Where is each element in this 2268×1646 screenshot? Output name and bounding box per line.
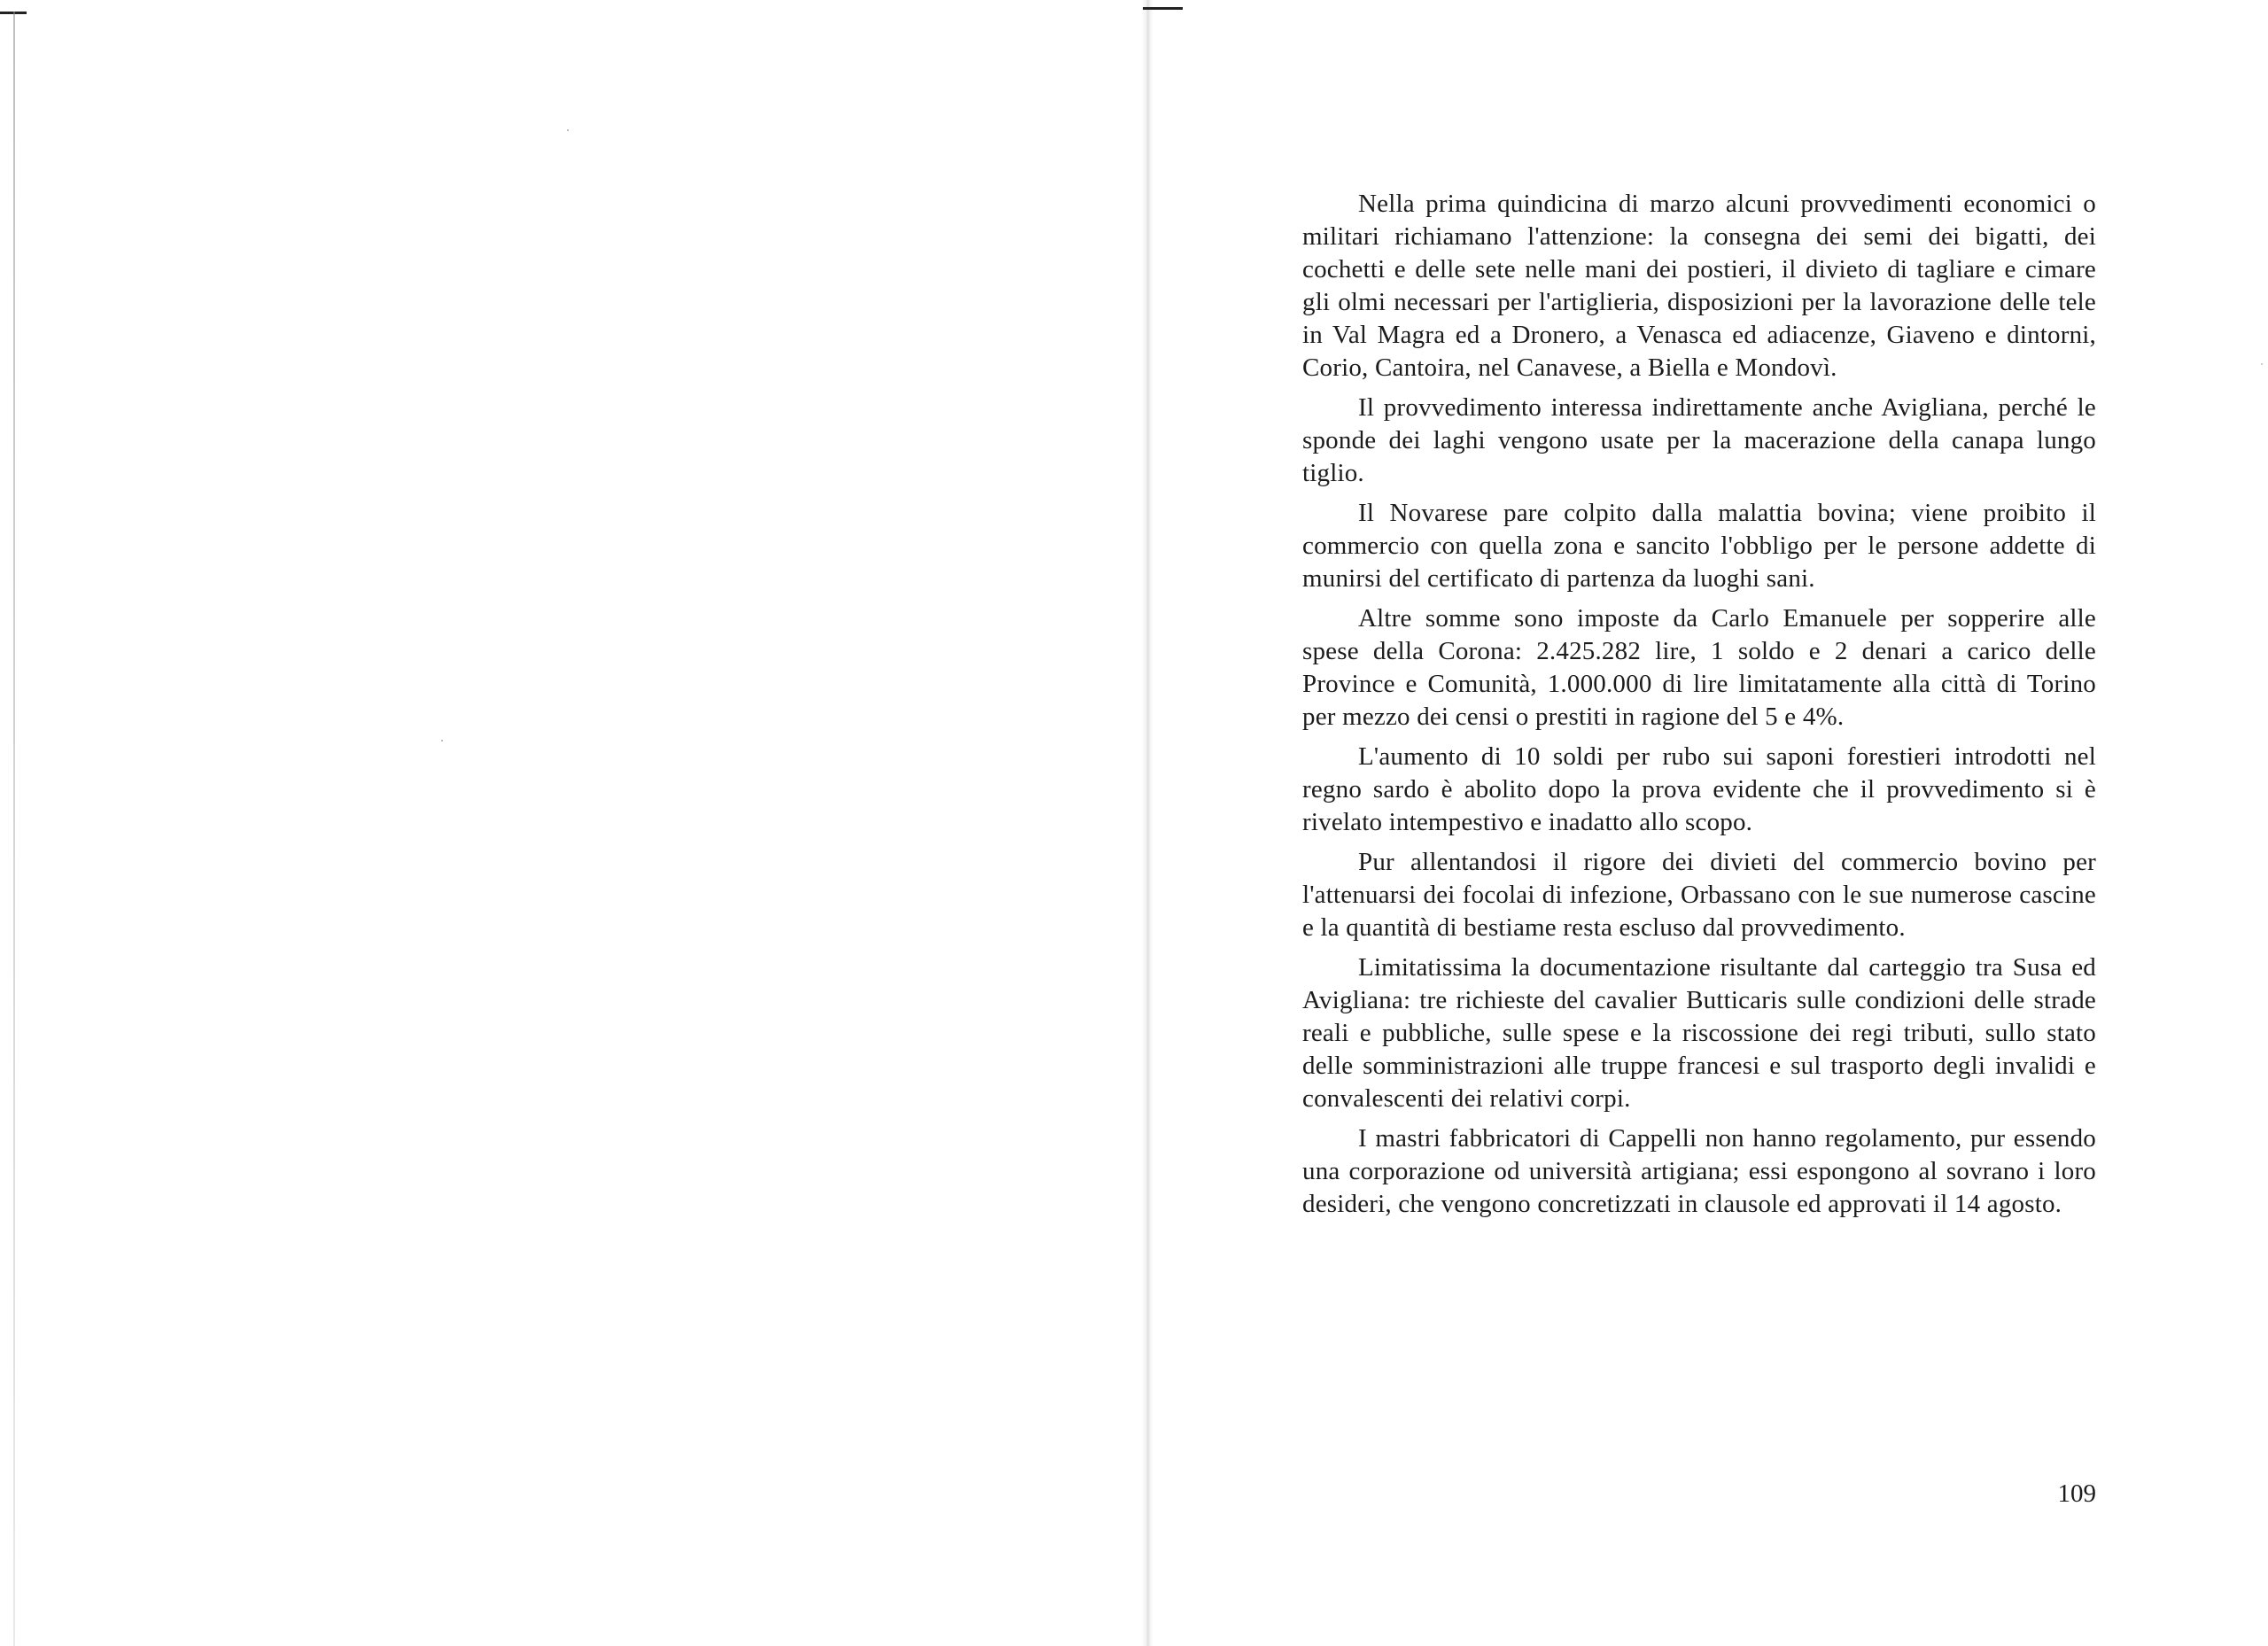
paragraph: Altre somme sono imposte da Carlo Emanuele per sopperire alle spese della Corona: 2.425.282 lire, 1 soldo e 2 denari a carico delle Province e Comunità, 1.000.000 di lire limitatamente alla città di Torino per mezzo dei censi o prestiti in ragione del 5 e 4%. bbox=[1302, 604, 2096, 731]
book-gutter bbox=[1141, 0, 1153, 1646]
paragraph: Il Novarese pare colpito dalla malattia bovina; viene proibito il commercio con quella zona e sancito l'obbligo per le persone addette di munirsi del certificato di partenza da luoghi sani. bbox=[1302, 499, 2096, 593]
paragraph: Il provvedimento interessa indirettamente anche Avigliana, perché le sponde dei laghi vengono usate per la macerazione della canapa lungo tiglio. bbox=[1302, 393, 2096, 487]
paper-speck bbox=[567, 129, 569, 131]
page-edge-left bbox=[13, 12, 15, 1646]
page-number: 109 bbox=[2057, 1479, 2096, 1508]
paper-speck bbox=[2261, 363, 2263, 365]
body-text bbox=[1302, 188, 2096, 1221]
paper-speck bbox=[441, 740, 443, 741]
paragraph: Nella prima quindicina di marzo alcuni provvedimenti economici o militari richiamano l'attenzione: la consegna dei semi dei bigatti, dei cochetti e delle sete nelle mani dei postieri, il divieto di tagliare e cimare gli olmi necessari per l'artiglieria, disposizioni per la lavorazione delle tele in Val Magra ed a Dronero, a Venasca ed adiacenze, Giaveno e dintorni, Corio, Cantoira, nel Canavese, a Biella e Mondovì. bbox=[1302, 190, 2096, 382]
paragraph: L'aumento di 10 soldi per rubo sui saponi forestieri introdotti nel regno sardo è abolito dopo la prova evidente che il provvedimento si è rivelato intempestivo e inadatto allo scopo. bbox=[1302, 742, 2096, 836]
paragraph: Pur allentandosi il rigore dei divieti del commercio bovino per l'attenuarsi dei focolai di infezione, Orbassano con le sue numerose cascine e la quantità di bestiame resta escluso dal provvedimento. bbox=[1302, 848, 2096, 942]
paragraph: I mastri fabbricatori di Cappelli non hanno regolamento, pur essendo una corporazione od università artigiana; essi espongono al sovrano i loro desideri, che vengono concretizzati in clausole ed approvati il 14 agosto. bbox=[1302, 1124, 2096, 1218]
paragraph: Limitatissima la documentazione risultante dal carteggio tra Susa ed Avigliana: tre richieste del cavalier Butticaris sulle condizioni delle strade reali e pubbliche, sulle spese e la riscossione dei regi tributi, sullo stato delle somministrazioni alle truppe francesi e sul trasporto degli invalidi e convalescenti dei relativi corpi. bbox=[1302, 953, 2096, 1113]
crop-mark-top-right bbox=[1143, 7, 1183, 10]
